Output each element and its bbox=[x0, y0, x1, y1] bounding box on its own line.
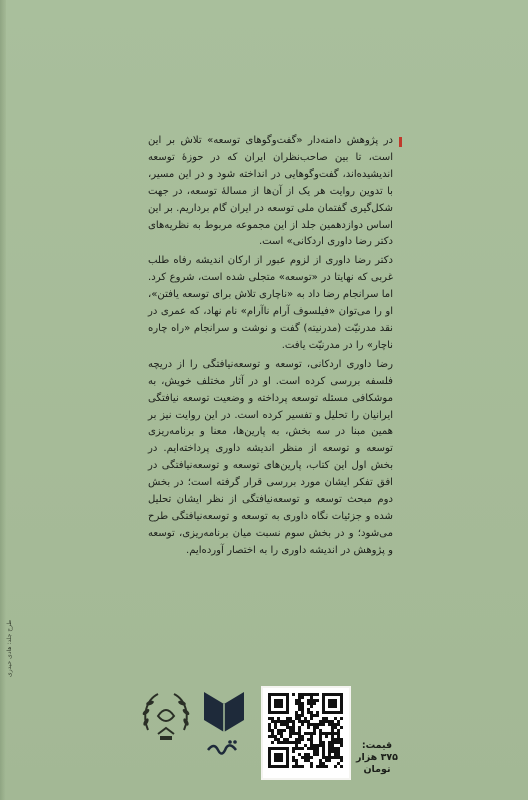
price-label: قیمت: bbox=[361, 740, 393, 751]
price-unit: تومان bbox=[363, 764, 391, 775]
publisher-book-logo bbox=[200, 688, 248, 768]
blurb-text bbox=[148, 133, 393, 562]
price-amount: ۳۷۵ هزار bbox=[356, 752, 398, 763]
publisher-wreath-logo bbox=[138, 686, 194, 744]
blurb-paragraph-2: دکتر رضا داوری از لزوم عبور از ارکان اندیشه رفاه طلب غربی که نهایتا در «توسعه» متجلی شده است، شروع کرد. اما سرانجام رضا داد به «ناچاری تلاش برای توسعه یافتن»، او را می‌توان «فیلسوف آرام ناآرام» نام نهاد، که عمری در نقد مدرنیّت (مدرنیته) گفت و نوشت و سرانجام «راه چاره ناچار» را در مدرنیّت یافت. bbox=[148, 255, 393, 351]
price-tag bbox=[356, 740, 398, 776]
blurb-paragraph-3: رضا داوری اردکانی، توسعه و توسعه‌نیافتگی را از دریچه فلسفه بررسی کرده است. او در آثار مختلف خویش، به موشکافی مسئله توسعه پرداخته و وضعیت توسعه نیافتگی ایرانیان را تحلیل و تفسیر کرده است. در این روایت نیز بر همین مبنا در سه بخش، به پارین‌ها، معنا و برنامه‌ریزی توسعه و توسعه از منظر اندیشه داوری پرداخته‌ایم. در بخش اول این کتاب، پارین‌های توسعه و توسعه‌نیافتگی در افق تفکر ایشان مورد بررسی قرار گرفته است؛ در بخش دوم مبحث توسعه و توسعه‌نیافتگی از نظر ایشان تحلیل شده و جزئیات نگاه داوری به توسعه و توسعه‌نیافتگی طرح می‌شود؛ و در بخش سوم نسبت میان برنامه‌ریزی، توسعه و پژوهش در اندیشه داوری را به اختصار آورده‌ایم. bbox=[148, 358, 393, 556]
qr-finder-pattern bbox=[322, 693, 343, 714]
qr-finder-pattern bbox=[268, 693, 289, 714]
qr-code bbox=[261, 686, 351, 780]
accent-bar bbox=[399, 137, 402, 147]
blurb-paragraph-1: در پژوهش دامنه‌دار «گفت‌وگوهای توسعه» تلاش بر این است، تا بین صاحب‌نظران ایران که در حوزهٔ توسعه اندیشیده‌اند، گفت‌وگوهایی در انداخته شود و در این مسیر، با تدوین روایت هر یک از آن‌ها از مسالهٔ توسعه، در جهت شکل‌گیری گفتمان ملی توسعه در ایران گام برداریم. بر این اساس دوازدهمین جلد از این مجموعه مربوط به نظریه‌های دکتر رضا داوری اردکانی» است. bbox=[148, 133, 393, 251]
cover-design-credit: طرح جلد: هادی حیدری bbox=[6, 620, 13, 678]
qr-finder-pattern bbox=[268, 747, 289, 768]
